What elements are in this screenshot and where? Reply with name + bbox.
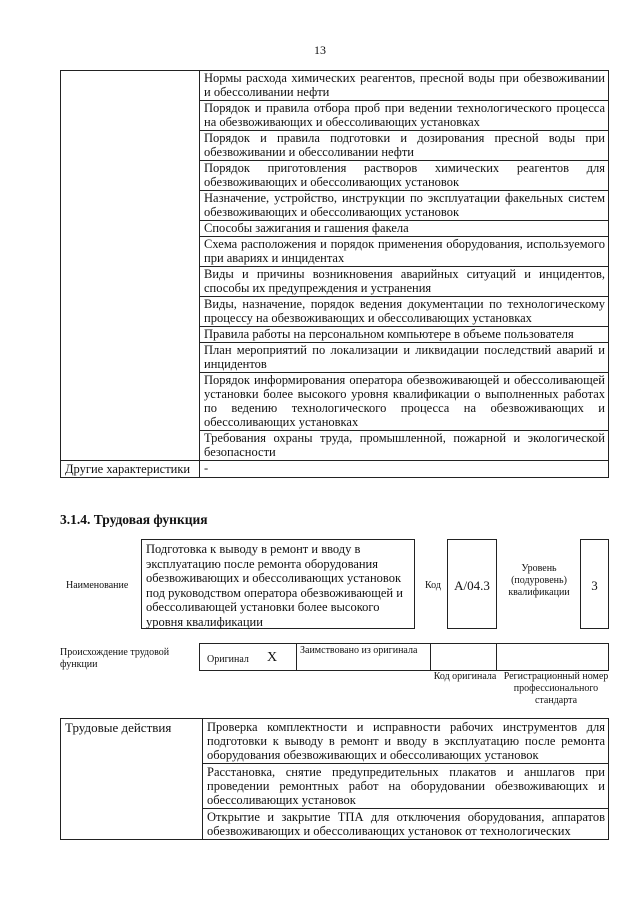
knowledge-item: Требования охраны труда, промышленной, пожарной и экологической безопасности — [200, 431, 609, 461]
knowledge-label-cell — [61, 71, 200, 461]
page-number: 13 — [314, 43, 326, 57]
knowledge-item: Схема расположения и порядок применения оборудования, используемого при авариях и инцидентах — [200, 237, 609, 267]
section-title: 3.1.4. Трудовая функция — [60, 512, 208, 527]
original-code-cell — [430, 644, 497, 670]
knowledge-item: Виды, назначение, порядок ведения документации по технологическому процессу на обезвоживающих и обессоливающих установках — [200, 297, 609, 327]
origin-label: Происхождение трудовой функции — [60, 647, 170, 670]
knowledge-item: Виды и причины возникновения аварийных ситуаций и инцидентов, способы их предупреждения и устранения — [200, 267, 609, 297]
labor-actions-table — [60, 718, 609, 840]
level-value-box: 3 — [580, 539, 609, 629]
knowledge-item: Нормы расхода химических реагентов, пресной воды при обезвоживании и обессоливании нефти — [200, 71, 609, 101]
knowledge-item: Назначение, устройство, инструкции по эксплуатации факельных систем обезвоживающих и обессоливающих установок — [200, 191, 609, 221]
original-label: Оригинал — [207, 654, 249, 665]
code-label: Код — [425, 580, 441, 591]
code-caption: Код оригинала — [433, 671, 497, 682]
knowledge-item: Способы зажигания и гашения факела — [200, 221, 609, 237]
knowledge-item: Порядок и правила подготовки и дозирования пресной воды при обезвоживании и обессоливании нефти — [200, 131, 609, 161]
original-cell — [200, 644, 297, 670]
original-mark: X — [267, 650, 278, 665]
knowledge-item: Порядок информирования оператора обезвоживающей и обессоливающей установки более высокого уровня квалификации о выполненных работах по ведению технологического процесса на обезвоживающих и обессоливающих установках — [200, 373, 609, 431]
function-name-box: Подготовка к выводу в ремонт и вводу в эксплуатацию после ремонта оборудования обезвоживающих и обессоливающих установок под руководством оператора обезвоживающей и обессоливающей установки более высокого уровня квалификации — [141, 539, 415, 629]
knowledge-item: Порядок приготовления растворов химических реагентов для обезвоживающих и обессоливающих установок — [200, 161, 609, 191]
labor-action-item: Открытие и закрытие ТПА для отключения оборудования, аппаратов обезвоживающих и обессоливающих установок от технологических — [203, 809, 609, 840]
knowledge-item: Порядок и правила отбора проб при ведении технологического процесса на обезвоживающих и обессоливающих установках — [200, 101, 609, 131]
code-value-box: А/04.3 — [447, 539, 497, 629]
knowledge-item: Правила работы на персональном компьютере в объеме пользователя — [200, 327, 609, 343]
labor-actions-label: Трудовые действия — [61, 719, 203, 840]
name-label: Наименование — [66, 580, 129, 591]
table-row — [61, 719, 609, 764]
other-characteristics-value: - — [200, 461, 609, 478]
borrowed-label: Заимствовано из оригинала — [300, 645, 418, 656]
table-row — [61, 461, 609, 478]
reg-number-caption: Регистрационный номер профессионального стандарта — [503, 671, 609, 706]
knowledge-item: План мероприятий по локализации и ликвидации последствий аварий и инцидентов — [200, 343, 609, 373]
knowledge-table — [60, 70, 609, 478]
borrowed-cell — [296, 644, 431, 670]
labor-action-item: Расстановка, снятие предупредительных плакатов и аншлагов при проведении ремонтных работ на оборудовании обезвоживающих и обессоливающих установок — [203, 764, 609, 809]
table-row — [61, 71, 609, 101]
other-characteristics-label: Другие характеристики — [61, 461, 200, 478]
labor-action-item: Проверка комплектности и исправности рабочих инструментов для подготовки к выводу в ремонт и вводу в эксплуатацию после ремонта оборудования обезвоживающих и обессоливающих установок — [203, 719, 609, 764]
origin-row — [199, 643, 609, 671]
level-label: Уровень (подуровень) квалификации — [508, 563, 570, 598]
